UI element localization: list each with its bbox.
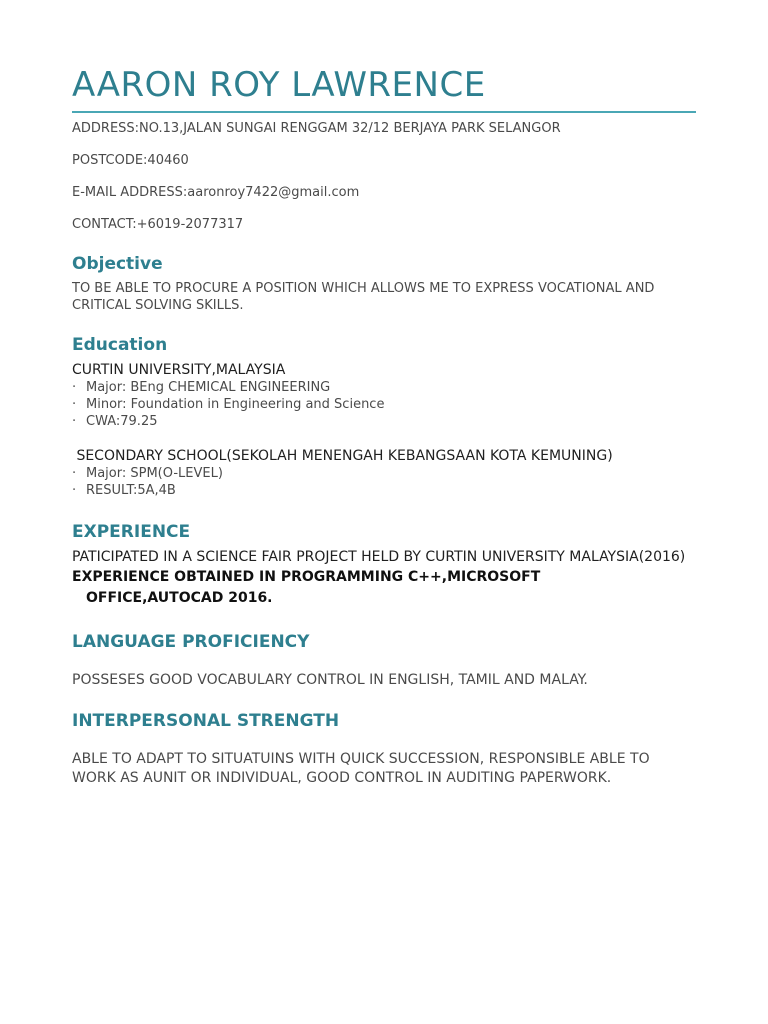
experience-item-line: EXPERIENCE OBTAINED IN PROGRAMMING C++,MICROSOFT [72,569,541,585]
objective-text: TO BE ABLE TO PROCURE A POSITION WHICH ALLOWS ME TO EXPRESS VOCATIONAL AND CRITICAL SOLVING SKILLS. [72,281,655,313]
experience-item: PATICIPATED IN A SCIENCE FAIR PROJECT HELD BY CURTIN UNIVERSITY MALAYSIA(2016) [72,549,686,565]
list-item: · RESULT:5A,4B [72,482,696,499]
school-details-list [72,379,696,430]
interpersonal-heading: INTERPERSONAL STRENGTH [72,711,340,731]
language-text: POSSESES GOOD VOCABULARY CONTROL IN ENGLISH, TAMIL AND MALAY. [72,672,588,688]
school-details-list [72,465,696,499]
interpersonal-text: ABLE TO ADAPT TO SITUATUINS WITH QUICK SUCCESSION, RESPONSIBLE ABLE TO WORK AS AUNIT OR INDIVIDUAL, GOOD CONTROL IN AUDITING PAPERWORK. [72,751,650,786]
email-line: E-MAIL ADDRESS:aaronroy7422@gmail.com [72,185,360,200]
experience-item-bold [72,567,696,609]
postcode-line: POSTCODE:40460 [72,153,189,168]
school-name: CURTIN UNIVERSITY,MALAYSIA [72,362,286,378]
contact-line: CONTACT:+6019-2077317 [72,217,244,232]
school-name: SECONDARY SCHOOL(SEKOLAH MENENGAH KEBANGSAAN KOTA KEMUNING) [72,448,613,464]
list-item: · Major: BEng CHEMICAL ENGINEERING [72,379,696,396]
header-divider [72,111,696,113]
language-heading: LANGUAGE PROFICIENCY [72,632,310,652]
education-heading: Education [72,335,168,355]
objective-heading: Objective [72,254,163,274]
address-line: ADDRESS:NO.13,JALAN SUNGAI RENGGAM 32/12 BERJAYA PARK SELANGOR [72,121,561,136]
list-item: · Minor: Foundation in Engineering and Science [72,396,696,413]
candidate-name: AARON ROY LAWRENCE [72,65,486,105]
list-item: · Major: SPM(O-LEVEL) [72,465,696,482]
experience-heading: EXPERIENCE [72,522,191,542]
experience-item-line: OFFICE,AUTOCAD 2016. [86,590,273,606]
list-item: · CWA:79.25 [72,413,696,430]
resume-document [72,62,696,788]
